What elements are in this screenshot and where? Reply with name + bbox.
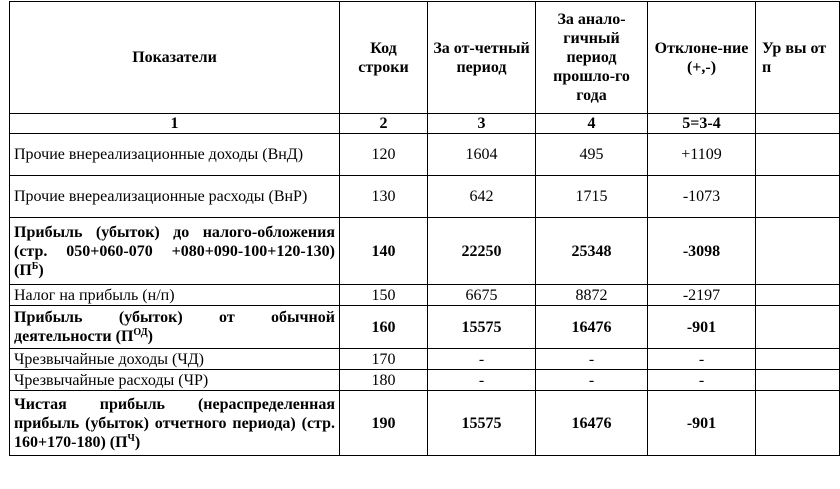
row-indicator: Прочие внереализационные доходы (ВнД) xyxy=(10,134,340,176)
row-deviation: -2197 xyxy=(648,285,756,306)
row-code: 170 xyxy=(340,349,428,370)
row-indicator-end: ) xyxy=(134,433,141,451)
table-row xyxy=(10,285,840,306)
row-indicator: Чрезвычайные расходы (ЧР) xyxy=(10,370,340,391)
table-row xyxy=(10,370,840,391)
row-indicator-text: Прибыль (убыток) до налого-обложения (стр. 050+060-070 +080+090-100+120-130) (П xyxy=(14,223,335,279)
table-row xyxy=(10,349,840,370)
colnum-4: 4 xyxy=(536,114,648,134)
row-level xyxy=(756,370,840,391)
row-level xyxy=(756,349,840,370)
row-level xyxy=(756,176,840,218)
row-indicator-end: ) xyxy=(147,328,153,345)
row-deviation: - xyxy=(648,349,756,370)
colnum-5: 5=3-4 xyxy=(648,114,756,134)
row-code: 120 xyxy=(340,134,428,176)
table-row xyxy=(10,218,840,285)
row-deviation: -3098 xyxy=(648,218,756,285)
row-previous: 25348 xyxy=(536,218,648,285)
row-indicator: Налог на прибыль (н/п) xyxy=(10,285,340,306)
header-current-period: За от-четный период xyxy=(428,2,536,114)
row-current: 22250 xyxy=(428,218,536,285)
row-deviation: -901 xyxy=(648,306,756,349)
row-current: 15575 xyxy=(428,306,536,349)
row-previous: 8872 xyxy=(536,285,648,306)
row-indicator-sup: Ч xyxy=(127,432,135,444)
row-code: 160 xyxy=(340,306,428,349)
row-deviation: -901 xyxy=(648,391,756,456)
row-code: 180 xyxy=(340,370,428,391)
row-indicator-text: Чистая прибыль (нераспределенная прибыль (убыток) отчетного периода) (стр. 160+170-180) (П xyxy=(14,395,335,451)
header-previous-period: За анало-гичный период прошло-го года xyxy=(536,2,648,114)
header-indicators: Показатели xyxy=(10,2,340,114)
row-code: 150 xyxy=(340,285,428,306)
row-indicator: Прочие внереализационные расходы (ВнР) xyxy=(10,176,340,218)
row-level xyxy=(756,218,840,285)
colnum-1: 1 xyxy=(10,114,340,134)
row-level xyxy=(756,285,840,306)
table-row xyxy=(10,306,840,349)
row-indicator xyxy=(10,218,340,285)
row-current: 642 xyxy=(428,176,536,218)
header-level-cut: Ур вы от п xyxy=(756,2,840,114)
row-code: 140 xyxy=(340,218,428,285)
row-current: 1604 xyxy=(428,134,536,176)
header-row xyxy=(10,2,840,114)
colnum-2: 2 xyxy=(340,114,428,134)
row-level xyxy=(756,134,840,176)
row-current: 6675 xyxy=(428,285,536,306)
row-current: - xyxy=(428,349,536,370)
row-previous: 16476 xyxy=(536,391,648,456)
header-deviation: Отклоне-ние (+,-) xyxy=(648,2,756,114)
header-line-code: Код строки xyxy=(340,2,428,114)
column-number-row xyxy=(10,114,840,134)
colnum-3: 3 xyxy=(428,114,536,134)
row-indicator-text: Прибыль (убыток) от обычной деятельности (П xyxy=(14,309,335,345)
row-indicator: Чрезвычайные доходы (ЧД) xyxy=(10,349,340,370)
row-indicator xyxy=(10,391,340,456)
table-row xyxy=(10,134,840,176)
row-indicator-end: ) xyxy=(38,261,44,279)
colnum-6 xyxy=(756,114,840,134)
row-level xyxy=(756,306,840,349)
row-indicator xyxy=(10,306,340,349)
row-level xyxy=(756,391,840,456)
row-previous: - xyxy=(536,370,648,391)
row-previous: 16476 xyxy=(536,306,648,349)
row-code: 190 xyxy=(340,391,428,456)
row-indicator-sup: Б xyxy=(31,260,39,272)
row-code: 130 xyxy=(340,176,428,218)
row-deviation: +1109 xyxy=(648,134,756,176)
financial-results-table xyxy=(9,1,840,456)
table-row xyxy=(10,391,840,456)
row-previous: 1715 xyxy=(536,176,648,218)
table-row xyxy=(10,176,840,218)
row-deviation: - xyxy=(648,370,756,391)
row-indicator-sup: ОД xyxy=(133,327,148,338)
row-current: - xyxy=(428,370,536,391)
row-deviation: -1073 xyxy=(648,176,756,218)
row-current: 15575 xyxy=(428,391,536,456)
row-previous: - xyxy=(536,349,648,370)
row-previous: 495 xyxy=(536,134,648,176)
